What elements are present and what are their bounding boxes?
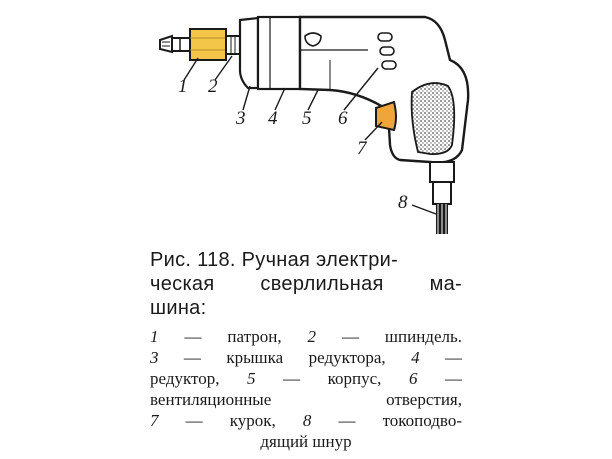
chuck-part bbox=[172, 29, 226, 60]
grip-texture bbox=[412, 83, 455, 154]
callout-4: 4 bbox=[268, 108, 278, 129]
caption-title-line: Рис. 118. Ручная электри- bbox=[150, 249, 399, 271]
gearbox-cover-part bbox=[240, 18, 258, 88]
callout-5: 5 bbox=[302, 108, 312, 129]
figure-caption bbox=[150, 248, 462, 452]
legend-line: 3 — крышка редуктора, 4 — bbox=[150, 348, 463, 367]
chuck-tip bbox=[160, 36, 172, 52]
callout-8: 8 bbox=[398, 192, 408, 213]
legend-line: редуктор, 5 — корпус, 6 — bbox=[150, 369, 462, 388]
gearbox-part bbox=[258, 17, 300, 89]
callout-2: 2 bbox=[208, 76, 218, 97]
parts-legend bbox=[150, 326, 462, 452]
callout-3: 3 bbox=[236, 108, 246, 129]
legend-line: дящий шнур bbox=[260, 432, 352, 451]
callout-7: 7 bbox=[357, 138, 367, 159]
caption-title bbox=[150, 248, 462, 320]
caption-title-line: шина: bbox=[150, 297, 207, 319]
callout-1: 1 bbox=[178, 76, 188, 97]
spindle-part bbox=[226, 36, 240, 54]
legend-line: 7 — курок, 8 — токоподво- bbox=[150, 411, 463, 430]
legend-line: вентиляционные отверстия, bbox=[150, 390, 462, 409]
callout-6: 6 bbox=[338, 108, 348, 129]
power-cord-part bbox=[430, 162, 454, 234]
legend-line: 1 — патрон, 2 — шпиндель. bbox=[150, 327, 462, 346]
caption-title-line: ческая сверлильная ма- bbox=[150, 273, 462, 295]
